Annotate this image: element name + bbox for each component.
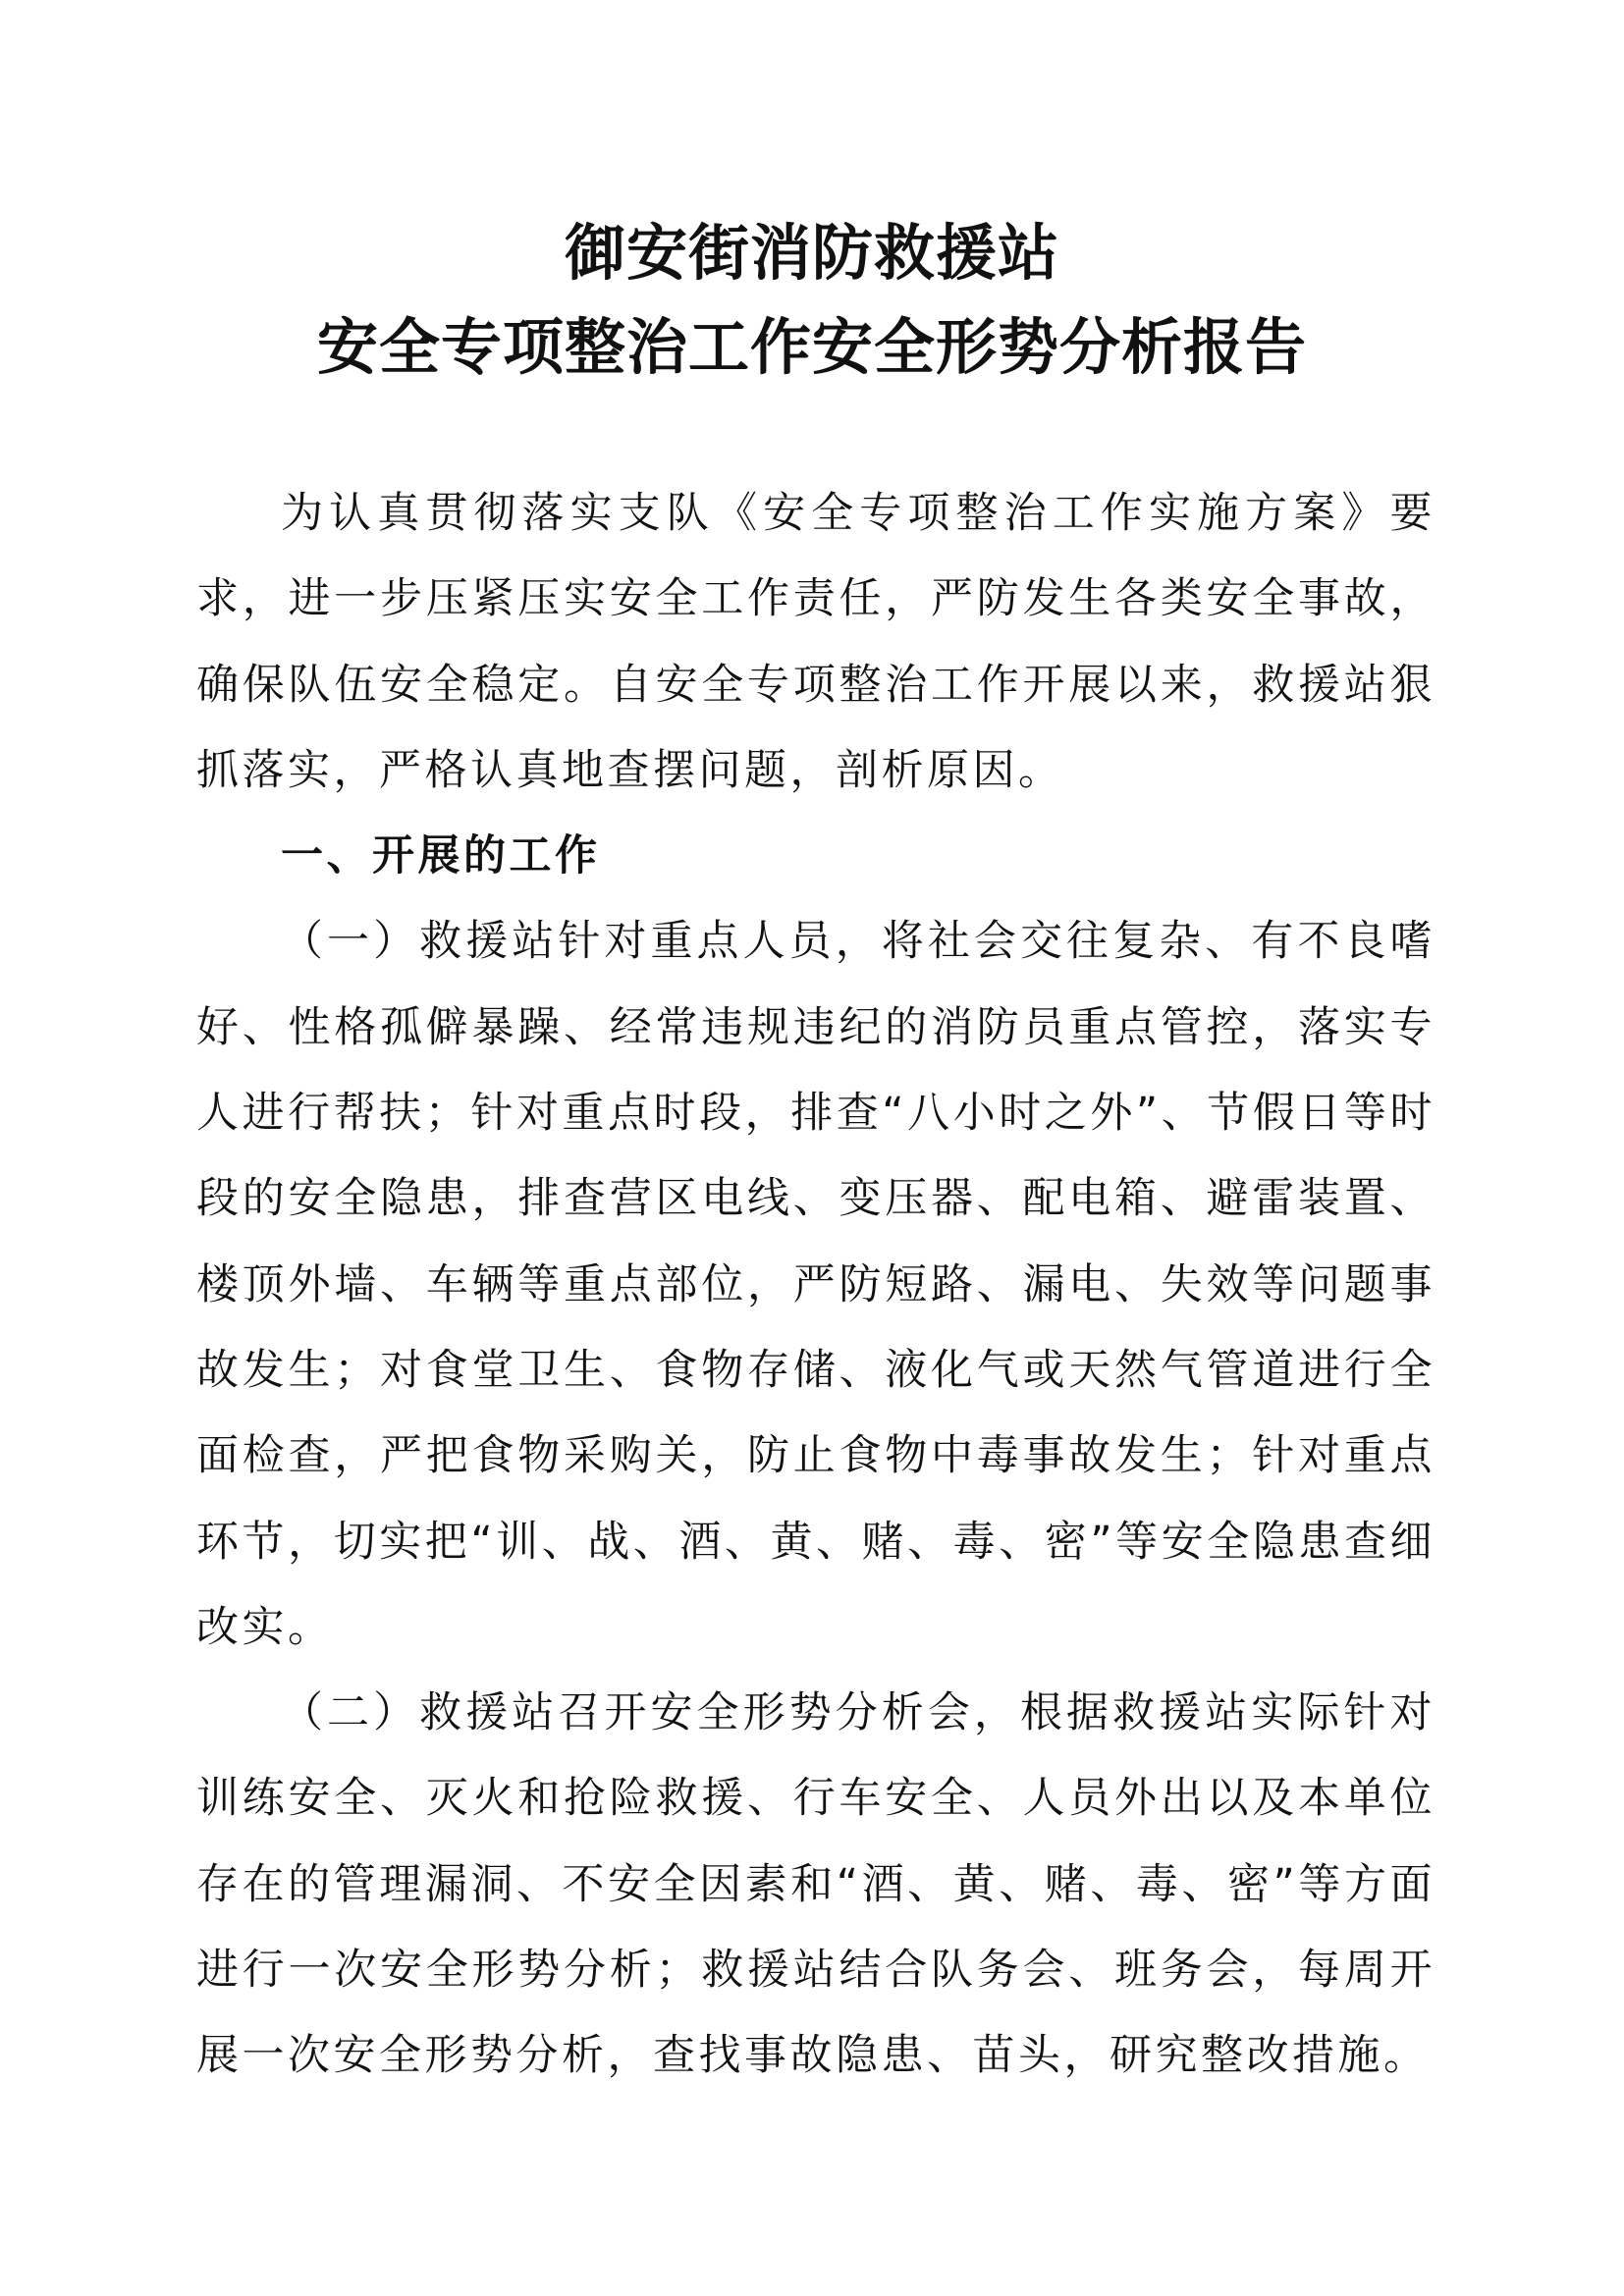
document-body: [196, 471, 1435, 2100]
paragraph-2: （二）救援站召开安全形势分析会，根据救援站实际针对训练安全、灭火和抢险救援、行车安全、人员外出以及本单位存在的管理漏洞、不安全因素和“酒、黄、赌、毒、密”等方面进行一次安全形势分析；救援站结合队务会、班务会，每周开展一次安全形势分析，查找事故隐患、苗头，研究整改措施。: [196, 1688, 1435, 2081]
paragraph-1: （一）救援站针对重点人员，将社会交往复杂、有不良嗜好、性格孤僻暴躁、经常违规违纪的消防员重点管控，落实专人进行帮扶；针对重点时段，排查“八小时之外”、节假日等时段的安全隐患，排查营区电线、变压器、配电箱、避雷装置、楼顶外墙、车辆等重点部位，严防短路、漏电、失效等问题事故发生；对食堂卫生、食物存储、液化气或天然气管道进行全面检查，严把食物采购关，防止食物中毒事故发生；针对重点环节，切实把“训、战、酒、黄、赌、毒、密”等安全隐患查细改实。: [196, 917, 1435, 1652]
intro-paragraph: 为认真贯彻落实支队《安全专项整治工作实施方案》要求，进一步压紧压实安全工作责任，严防发生各类安全事故，确保队伍安全稳定。自安全专项整治工作开展以来，救援站狠抓落实，严格认真地查摆问题，剖析原因。: [196, 489, 1435, 795]
title-line-2: 安全专项整治工作安全形势分析报告: [316, 311, 1307, 383]
document-title: [0, 206, 1624, 395]
title-line-1: 御安街消防救援站: [564, 217, 1059, 289]
section-heading: 一、开展的工作: [281, 831, 601, 881]
